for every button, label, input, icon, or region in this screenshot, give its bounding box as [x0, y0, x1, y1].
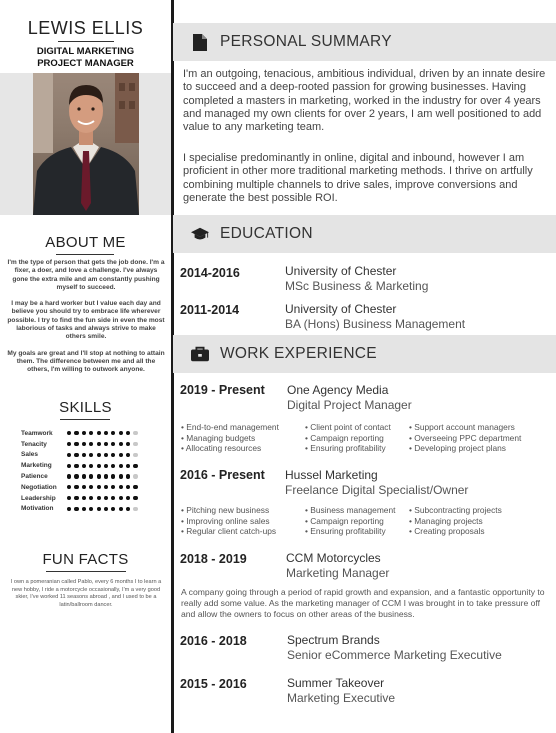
profile-photo [33, 73, 139, 215]
rating-dot [119, 507, 123, 511]
education-school: University of Chester [285, 264, 397, 278]
rating-dot [89, 464, 93, 468]
rating-dot [82, 453, 86, 457]
rating-dot [133, 442, 137, 446]
rating-dot [82, 442, 86, 446]
rating-dot [67, 442, 71, 446]
about-text [6, 259, 166, 383]
rating-dot [104, 453, 108, 457]
job-bullet: • Creating proposals [409, 526, 485, 537]
rating-dot [126, 442, 130, 446]
rating-dot [82, 485, 86, 489]
job-title: Marketing Manager [286, 566, 390, 580]
skill-row [21, 428, 161, 439]
job-bullet: • End-to-end management [181, 422, 279, 432]
job-bullet: • Managing budgets [181, 432, 256, 443]
skill-rating [67, 464, 138, 468]
skill-rating [67, 474, 138, 478]
skill-name: Motivation [21, 505, 54, 513]
rating-dot [111, 474, 115, 478]
skill-name: Negotiation [21, 483, 57, 491]
rating-dot [67, 453, 71, 457]
rating-dot [67, 507, 71, 511]
job-bullet: • Campaign reporting [305, 432, 384, 443]
skill-rating [67, 485, 138, 489]
rating-dot [104, 507, 108, 511]
job-dates: 2016 - Present [180, 468, 265, 482]
about-paragraph: I may be a hard worker but I value each day and believe you should try to embrace life wherever possible. I try to find the fun side in even the most laborious of tasks and always strive to make others smile. [7, 300, 165, 341]
job-bullet: • Regular client catch-ups [181, 526, 277, 537]
job-company: CCM Motorcycles [286, 551, 381, 565]
rating-dot [67, 464, 71, 468]
job-bullet: • Client point of contact [305, 422, 391, 432]
rating-dot [67, 474, 71, 478]
rating-dot [74, 442, 78, 446]
skill-row [21, 439, 161, 450]
rating-dot [89, 496, 93, 500]
rating-dot [89, 474, 93, 478]
rating-dot [82, 464, 86, 468]
job-title-line-1: DIGITAL MARKETING [36, 46, 135, 57]
rating-dot [67, 431, 71, 435]
document-icon [191, 33, 209, 51]
education-header [173, 215, 556, 253]
about-paragraph: My goals are great and I'll stop at nothing to attain them. The difference between me and all the others, I'm willing to outwork anyone. [7, 349, 165, 374]
rating-dot [74, 453, 78, 457]
job-bullet: • Ensuring profitability [305, 526, 386, 537]
rating-dot [126, 474, 130, 478]
skill-row [21, 504, 161, 515]
rating-dot [89, 431, 93, 435]
rating-dot [74, 431, 78, 435]
skill-name: Leadership [21, 494, 56, 502]
rating-dot [82, 474, 86, 478]
summary-paragraph: I specialise predominantly in online, digital and inbound, however I am proficient in other more traditional marketing methods. I thrive on artfully combining multiple channels to drive sales, improve conversions and generate the best possible ROI. [183, 152, 533, 204]
rating-dot [74, 464, 78, 468]
rating-dot [104, 431, 108, 435]
job-bullet: • Support account managers [409, 422, 515, 432]
candidate-name: LEWIS ELLIS [27, 18, 144, 38]
rating-dot [119, 464, 123, 468]
rating-dot [67, 485, 71, 489]
rating-dot [126, 496, 130, 500]
job-bullets [181, 422, 553, 454]
skills-underline [60, 419, 110, 420]
job-company: Hussel Marketing [285, 468, 378, 482]
job-company: Summer Takeover [287, 676, 385, 690]
about-heading: ABOUT ME [45, 234, 126, 251]
skill-rating [67, 507, 138, 511]
skill-name: Patience [21, 473, 48, 481]
fun-facts-heading: FUN FACTS [42, 551, 129, 568]
job-bullet: • Campaign reporting [305, 515, 384, 526]
about-underline [56, 254, 114, 255]
rating-dot [119, 431, 123, 435]
graduation-cap-icon [191, 225, 209, 243]
rating-dot [82, 507, 86, 511]
job-bullet: • Managing projects [409, 515, 483, 526]
job-bullet: • Pitching new business [181, 505, 270, 515]
rating-dot [126, 507, 130, 511]
skill-row [21, 493, 161, 504]
rating-dot [133, 507, 137, 511]
section-title: PERSONAL SUMMARY [220, 33, 392, 50]
about-paragraph: I'm the type of person that gets the job done. I'm a fixer, a doer, and love a challenge. I've always gone the extra mile and am constantly pushing myself to succeed. [7, 259, 165, 291]
job-dates: 2018 - 2019 [180, 552, 247, 566]
job-title: Marketing Executive [287, 691, 396, 705]
rating-dot [104, 485, 108, 489]
rating-dot [119, 442, 123, 446]
rating-dot [97, 431, 101, 435]
rating-dot [111, 453, 115, 457]
education-degree: BA (Hons) Business Management [285, 317, 466, 331]
rating-dot [89, 507, 93, 511]
rating-dot [133, 485, 137, 489]
job-title-line-2: PROJECT MANAGER [37, 58, 134, 69]
job-title: Digital Project Manager [287, 398, 412, 412]
education-dates: 2014-2016 [180, 266, 240, 280]
rating-dot [126, 453, 130, 457]
skills-heading: SKILLS [59, 399, 112, 416]
rating-dot [133, 474, 137, 478]
job-bullet: • Improving online sales [181, 515, 270, 526]
summary-paragraph: I'm an outgoing, tenacious, ambitious individual, driven by an innate desire to succeed and a deep-rooted passion for growing businesses. Having completed a masters in marketing, worked in the industry for over 4 years and managed my own clients for over 2 years, I am well positioned to add value to any marketing team. [183, 68, 546, 134]
rating-dot [126, 431, 130, 435]
job-bullet: • Subcontracting projects [409, 505, 502, 515]
job-dates: 2019 - Present [180, 383, 265, 397]
rating-dot [97, 507, 101, 511]
rating-dot [104, 442, 108, 446]
rating-dot [119, 496, 123, 500]
skill-name: Teamwork [21, 429, 53, 437]
education-school: University of Chester [285, 302, 397, 316]
skill-rating [67, 442, 138, 446]
job-title: Senior eCommerce Marketing Executive [287, 648, 502, 662]
rating-dot [89, 453, 93, 457]
rating-dot [74, 496, 78, 500]
rating-dot [104, 464, 108, 468]
rating-dot [133, 464, 137, 468]
briefcase-icon [191, 345, 209, 363]
job-bullets [181, 505, 553, 537]
skill-row [21, 460, 161, 471]
job-dates: 2016 - 2018 [180, 634, 247, 648]
rating-dot [119, 453, 123, 457]
rating-dot [97, 464, 101, 468]
fun-facts-underline [46, 571, 126, 572]
rating-dot [104, 474, 108, 478]
rating-dot [67, 496, 71, 500]
rating-dot [111, 464, 115, 468]
job-description: A company going through a period of rapid growth and expansion, and a fantastic opportunity to really add some value. As the marketing manager of CCM I was brought in to take pressure off and allow the owners to focus on other areas of the business. [181, 587, 545, 619]
rating-dot [89, 442, 93, 446]
fun-facts-text: I own a pomeranian called Pablo, every 6 months I to learn a new hobby, I ride a motorcycle occasionally, I'm a very good skier, I've worked 11 seasons abroad , and I used to be a latin/ballroom dancer. [10, 579, 162, 608]
rating-dot [126, 485, 130, 489]
rating-dot [97, 453, 101, 457]
rating-dot [97, 496, 101, 500]
skill-row [21, 482, 161, 493]
rating-dot [133, 431, 137, 435]
rating-dot [74, 485, 78, 489]
skill-rating [67, 496, 138, 500]
education-degree: MSc Business & Marketing [285, 279, 429, 293]
rating-dot [74, 474, 78, 478]
rating-dot [126, 464, 130, 468]
rating-dot [74, 507, 78, 511]
skill-rating [67, 453, 138, 457]
rating-dot [89, 485, 93, 489]
job-company: One Agency Media [287, 383, 389, 397]
left-column [0, 0, 171, 733]
name-underline [58, 41, 114, 42]
education-dates: 2011-2014 [180, 303, 240, 317]
rating-dot [82, 496, 86, 500]
rating-dot [82, 431, 86, 435]
rating-dot [111, 485, 115, 489]
skills-list [21, 428, 161, 514]
rating-dot [111, 496, 115, 500]
skill-name: Tenacity [21, 440, 47, 448]
job-bullet: • Overseeing PPC department [409, 432, 522, 443]
section-title: EDUCATION [220, 225, 313, 242]
job-company: Spectrum Brands [287, 633, 380, 647]
rating-dot [111, 507, 115, 511]
rating-dot [133, 453, 137, 457]
job-title [0, 46, 171, 70]
job-bullet: • Developing project plans [409, 443, 506, 454]
section-title: WORK EXPERIENCE [220, 345, 377, 362]
job-title: Freelance Digital Specialist/Owner [285, 483, 469, 497]
job-dates: 2015 - 2016 [180, 677, 247, 691]
rating-dot [97, 474, 101, 478]
skill-name: Marketing [21, 462, 52, 470]
job-bullet: • Business management [305, 505, 396, 515]
job-bullet: • Allocating resources [181, 443, 262, 454]
personal-summary-header [173, 23, 556, 61]
job-bullet: • Ensuring profitability [305, 443, 386, 454]
rating-dot [119, 485, 123, 489]
rating-dot [133, 496, 137, 500]
rating-dot [119, 474, 123, 478]
rating-dot [97, 485, 101, 489]
skill-rating [67, 431, 138, 435]
rating-dot [111, 442, 115, 446]
rating-dot [111, 431, 115, 435]
work-experience-header [173, 335, 556, 373]
skill-row [21, 450, 161, 461]
rating-dot [104, 496, 108, 500]
rating-dot [97, 442, 101, 446]
skill-name: Sales [21, 451, 38, 459]
skill-row [21, 471, 161, 482]
